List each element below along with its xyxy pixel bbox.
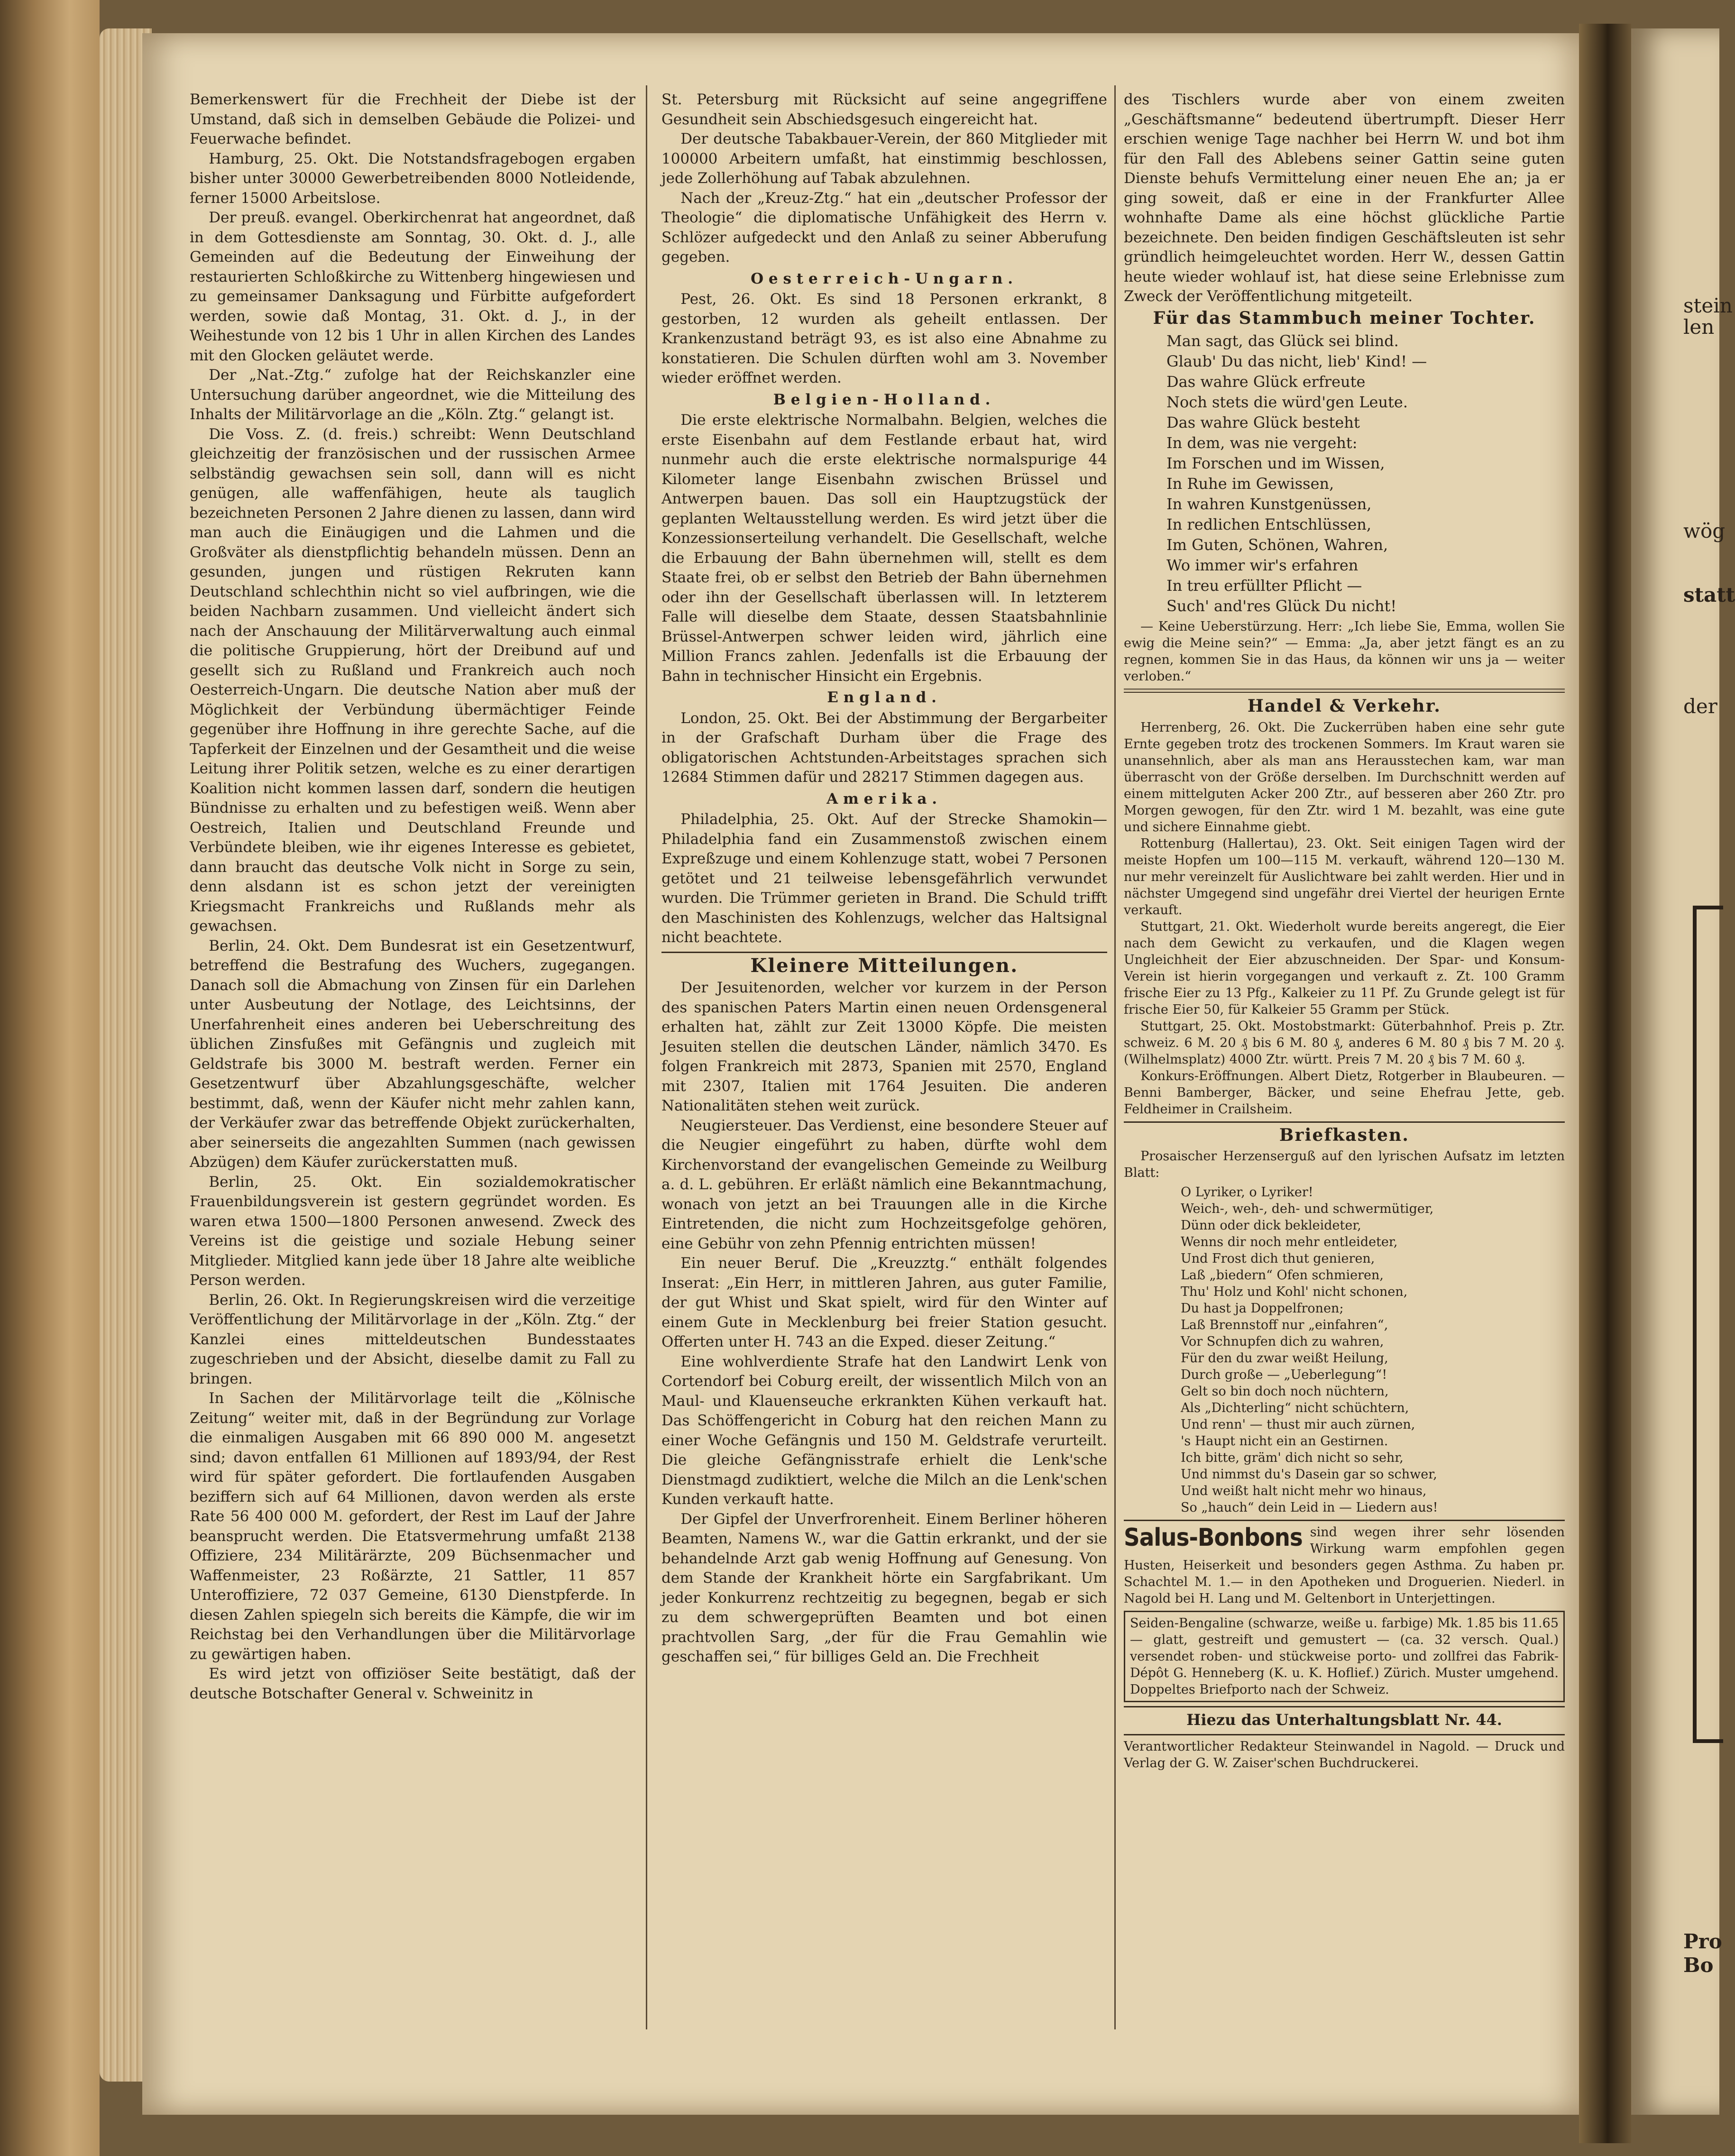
section-divider (1124, 1121, 1565, 1123)
poem-line: Noch stets die würd'gen Leute. (1166, 393, 1408, 411)
poem-line: In treu erfüllter Pflicht — (1166, 577, 1362, 595)
section-heading-briefkasten: Briefkasten. (1279, 1125, 1410, 1145)
market-report: Stuttgart, 21. Okt. Wiederholt wurde bereits angeregt, die Eier nach dem Gewicht zu verkaufen, und die Klagen wegen Ungleichheit der Eier abzuschneiden. Der Spar- und Konsum-Verein ist hierin vorgegangen und verkauft z. Zt. 100 Gramm frische Eier zu 13 Pfg., Kalkeier zu 11 Pf. Zu Grunde gelegt ist für frische Eier 50, für Kalkeier 55 Gramm per Stück. (1124, 919, 1565, 1017)
next-page-fragment: Pro (1683, 1930, 1722, 1953)
market-report: Konkurs-Eröffnungen. Albert Dietz, Rotgerber in Blaubeuren. — Benni Bamberger, Bäcker, und seine Ehefrau Jette, geb. Feldheimer in Crailsheim. (1124, 1068, 1565, 1117)
seiden-text: Seiden-Bengaline (schwarze, weiße u. farbige) Mk. 1.85 bis 11.65 — glatt, gestreift und gemustert — (ca. 32 versch. Qual.) versendet roben- und stückweise porto- und zollfrei das Fabrik-Dépôt G. Henneberg (K. u. K. Hoflief.) Zürich. Muster umgehend. Doppeltes Briefporto nach der Schweiz. (1130, 1616, 1559, 1697)
poem-line: Im Forschen und im Wissen, (1166, 454, 1385, 472)
briefkasten-intro: Prosaischer Herzenserguß auf den lyrischen Aufsatz im letzten Blatt: (1124, 1149, 1565, 1180)
article-paragraph: Die erste elektrische Normalbahn. Belgien, welches die erste Eisenbahn auf dem Festlande erbaut hat, wird nunmehr auch die erste elektrische normalspurige 44 Kilometer lange Eisenbahn zwischen Brüssel und Antwerpen bauen. Das soll ein Hauptzugstück der geplanten Weltausstellung werden. Es wird jetzt über die Konzessionserteilung verhandelt. Die Gesellschaft, welche die Erbauung der Bahn übernehmen will, stellt es dem Staate frei, ob er selbst den Betrieb der Bahn übernehmen oder ihn der Gesellschaft überlassen will. In letzterem Falle will dieselbe dem Staate, dessen Staatsbahnlinie Brüssel-Antwerpen schwer leiden wird, jährlich eine Million Francs zahlen. Jedenfalls ist die Erbauung der Bahn in technischer Hinsicht ein Ergebnis. (661, 412, 1107, 685)
section-heading-belgien: Belgien-Holland. (773, 391, 996, 408)
article-paragraph: Hamburg, 25. Okt. Die Notstandsfragebogen ergaben bisher unter 30000 Gewerbetreibenden 8000 Notleidende, ferner 15000 Arbeitslose. (190, 150, 635, 207)
poem-line: In wahren Kunstgenüssen, (1166, 495, 1372, 513)
poem (1166, 331, 1565, 616)
section-heading-oesterreich: Oesterreich-Ungarn. (751, 270, 1018, 287)
column-1 (190, 90, 635, 2029)
poem-line: Thu' Holz und Kohl' nicht schonen, (1181, 1284, 1408, 1299)
section-heading-handel: Handel & Verkehr. (1247, 696, 1441, 716)
section-divider (1124, 1706, 1565, 1707)
poem-line: Vor Schnupfen dich zu wahren, (1181, 1334, 1384, 1349)
poem-line: Durch große — „Ueberlegung“! (1181, 1367, 1387, 1382)
article-paragraph: London, 25. Okt. Bei der Abstimmung der Bergarbeiter in der Grafschaft Durham über die Frage des obligatorischen Achtstunden-Arbeitstages sprachen sich 12684 Stimmen dafür und 28217 Stimmen dagegen aus. (661, 709, 1107, 786)
next-page-ad-frame (1693, 906, 1723, 1743)
section-heading-kleinere-mitteilungen: Kleinere Mitteilungen. (750, 954, 1019, 977)
poem-line: Weich-, weh-, deh- und schwermütiger, (1181, 1202, 1434, 1216)
article-paragraph: St. Petersburg mit Rücksicht auf seine angegriffene Gesundheit sein Abschiedsgesuch eingereicht hat. (661, 91, 1107, 128)
article-paragraph: des Tischlers wurde aber von einem zweiten „Geschäftsmanne“ bedeutend übertrumpft. Dieser Herr erschien wenige Tage nachher bei Herrn W. und bot ihm für den Fall des Ablebens seiner Gattin seine guten Dienste behufs Vermittelung einer neuen Ehe an; ja er ging soweit, daß er eine in der Frankfurter Allee wohnhafte Dame als eine höchst glückliche Partie bezeichnete. Den beiden findigen Geschäftsleuten ist sehr gründlich heimgeleuchtet worden. Herr W., dessen Gattin heute wieder wohlauf ist, hat diese seine Erlebnisse zum Zweck der Veröffentlichung mitgeteilt. (1124, 91, 1565, 305)
market-report: Rottenburg (Hallertau), 23. Okt. Seit einigen Tagen wird der meiste Hopfen um 100—115 M. verkauft, während 120—130 M. nur mehr vereinzelt für Auslichtware bei zahlt werden. Hier und in nächster Umgegend sind ungefähr drei Viertel der heurigen Ernte verkauft. (1124, 836, 1565, 917)
briefkasten-poem (1181, 1184, 1565, 1516)
poem-line: In dem, was nie vergeht: (1166, 434, 1358, 452)
poem-line: Für den du zwar weißt Heilung, (1181, 1351, 1388, 1366)
poem-line: O Lyriker, o Lyriker! (1181, 1185, 1313, 1200)
poem-line: Ich bitte, gräm' dich nicht so sehr, (1181, 1450, 1404, 1465)
next-page-fragment: len (1683, 315, 1715, 339)
poem-line: Laß „biedern“ Ofen schmieren, (1181, 1268, 1384, 1283)
salus-title: Salus-Bonbons (1124, 1523, 1303, 1552)
section-divider (1124, 1734, 1565, 1735)
article-paragraph: Die Voss. Z. (d. freis.) schreibt: Wenn Deutschland gleichzeitig der französischen und der russischen Armee selbständig gewachsen sein soll, dann will es nicht genügen, alle waffenfähigen, heute als tauglich bezeichneten Personen 2 Jahre dienen zu lassen, dann wird man auch die Einäugigen und die Lahmen und die Großväter als dienstpflichtig behandeln müssen. Denn an gesunden, jungen und rüstigen Rekruten kann Deutschland schlechthin nicht so viel aufbringen, wie die beiden Nachbarn zusammen. Und vielleicht ändert sich nach der Anschauung der Militärverwaltung auch einmal die politische Gruppierung, hört der Dreibund auf und gesellt sich zu Rußland und Frankreich auch noch Oesterreich-Ungarn. Die deutsche Nation aber muß der Möglichkeit der Verbündung übermächtiger Feinde gegenüber ihre Hoffnung in ihre gerechte Sache, auf die Tapferkeit der Einzelnen und der Gesamtheit und die weise Leitung ihrer Politik setzen, welche es zu einer derartigen Koalition nicht kommen lassen darf, sondern die heutigen Bündnisse zu erhalten und zu befestigen weiß. Wenn aber Oestreich, Italien und Deutschland Freunde und Verbündete bleiben, wie ihr eigenes Interesse es gebietet, dann braucht das deutsche Volk nicht in Sorge zu sein, denn alsdann ist es schon jetzt der vereinigten Kriegsmacht Frankreichs und Rußlands mehr als gewachsen. (190, 425, 635, 935)
poem-line: Laß Brennstoff nur „einfahren“, (1181, 1318, 1388, 1332)
next-page-fragment: der (1683, 695, 1717, 718)
book-binding (0, 0, 100, 2156)
article-paragraph: Nach der „Kreuz-Ztg.“ hat ein „deutscher Professor der Theologie“ die diplomatische Unfähigkeit des Herrn v. Schlözer aufgedeckt und den Anlaß zu seiner Abberufung gegeben. (661, 189, 1107, 266)
poem-line: Dünn oder dick bekleideter, (1181, 1218, 1361, 1233)
next-page-fragment: Bo (1683, 1954, 1714, 1977)
section-heading-england: England. (827, 689, 942, 706)
article-paragraph: Berlin, 25. Okt. Ein sozialdemokratischer Frauenbildungsverein ist gestern gegründet worden. Es waren etwa 1500—1800 Personen anwesend. Zweck des Vereins ist die geistige und soziale Hebung seiner Mitglieder. Mitglied kann jede über 18 Jahre alte weibliche Person werden. (190, 1173, 635, 1289)
market-report: Herrenberg, 26. Okt. Die Zuckerrüben haben eine sehr gute Ernte gegeben trotz des trockenen Sommers. Im Kraut waren sie unansehnlich, aber als man ans Herausstechen kam, war man überrascht von der Größe derselben. Im Durchschnitt werden auf einem mittelguten Acker 200 Ztr., auf besseren aber 260 Ztr. pro Morgen gewogen, für den Ztr. wird 1 M. bezahlt, was eine gute und sichere Einnahme giebt. (1124, 720, 1565, 835)
next-page-fragment: stein (1683, 294, 1733, 317)
article-paragraph: Berlin, 26. Okt. In Regierungskreisen wird die verzeitige Veröffentlichung der Militärvorlage in der „Köln. Ztg.“ der Kanzlei eines mitteldeutschen Bundesstaates zugeschrieben und der Absicht, dieselbe damit zu Fall zu bringen. (190, 1291, 635, 1387)
supplement-note: Hiezu das Unterhaltungsblatt Nr. 44. (1186, 1711, 1502, 1729)
poem-line: Man sagt, das Glück sei blind. (1166, 332, 1399, 350)
poem-line: Such' and'res Glück Du nicht! (1166, 597, 1397, 615)
next-page-fragment: wög (1683, 519, 1726, 542)
article-paragraph: Philadelphia, 25. Okt. Auf der Strecke Shamokin—Philadelphia fand ein Zusammenstoß zwischen einem Expreßzuge und einem Kohlenzuge statt, wobei 7 Personen getötet und 21 teilweise lebensgefährlich verwundet wurden. Die Trümmer gerieten in Brand. Die Schuld trifft den Maschinisten des Kohlenzugs, welcher das Haltsignal nicht beachtete. (661, 811, 1107, 946)
article-paragraph: Es wird jetzt von offiziöser Seite bestätigt, daß der deutsche Botschafter General v. Schweinitz in (190, 1665, 635, 1702)
poem-line: 's Haupt nicht ein an Gestirnen. (1181, 1434, 1388, 1449)
section-divider (661, 952, 1107, 953)
next-page-edge (1631, 28, 1735, 2115)
article-paragraph: Ein neuer Beruf. Die „Kreuzztg.“ enthält folgendes Inserat: „Ein Herr, in mittleren Jahren, aus guter Familie, der gut Whist und Skat spielt, wird für den Winter auf einem Gute in Mecklenburg bei freier Station gesucht. Offerten unter H. 743 an die Exped. dieser Zeitung.“ (661, 1255, 1107, 1350)
section-divider (1124, 688, 1565, 693)
column-rule (646, 85, 647, 2029)
next-page-fragment: statt (1683, 583, 1735, 606)
poem-line: Das wahre Glück besteht (1166, 413, 1360, 431)
imprint: Verantwortlicher Redakteur Steinwandel in Nagold. — Druck und Verlag der G. W. Zaiser'schen Buchdruckerei. (1124, 1739, 1565, 1771)
article-paragraph: Der deutsche Tabakbauer-Verein, der 860 Mitglieder mit 100000 Arbeitern umfaßt, hat einstimmig beschlossen, jede Zollerhöhung auf Tabak abzulehnen. (661, 130, 1107, 187)
poem-line: Im Guten, Schönen, Wahren, (1166, 536, 1388, 554)
article-paragraph: Neugiersteuer. Das Verdienst, eine besondere Steuer auf die Neugier eingeführt zu haben, dürfte wohl dem Kirchenvorstand der evangelischen Gemeinde zu Weilburg a. d. L. gebühren. Er erläßt nämlich eine Bekanntmachung, wonach von jetzt an bei Trauungen alle in die Kirche Eintretenden, die nicht zum Hochzeitsgefolge gehören, eine Gebühr von zehn Pfennig entrichten müssen! (661, 1117, 1107, 1252)
article-paragraph: Eine wohlverdiente Strafe hat den Landwirt Lenk von Cortendorf bei Coburg ereilt, der wissentlich Milch von an Maul- und Klauenseuche erkrankten Kühen verkauft hat. Das Schöffengericht in Coburg hat den reichen Mann zu einer Woche Gefängnis und 150 M. Geldstrafe verurteilt. Die gleiche Gefängnisstrafe erhielt die Lenk'sche Dienstmagd zudiktiert, welche die Milch an die Lenk'schen Kunden verkauft hatte. (661, 1353, 1107, 1508)
poem-line: Wenns dir noch mehr entleideter, (1181, 1235, 1398, 1249)
poem-title: Für das Stammbuch meiner Tochter. (1153, 308, 1536, 328)
market-report: Stuttgart, 25. Okt. Mostobstmarkt: Güterbahnhof. Preis p. Ztr. schweiz. 6 M. 20 ₰ bis 6 M. 80 ₰, anderes 6 M. 80 ₰ bis 7 M. 20 ₰. (Wilhelmsplatz) 4000 Ztr. württ. Preis 7 M. 20 ₰ bis 7 M. 60 ₰. (1124, 1018, 1565, 1067)
poem-line: So „hauch“ dein Leid in — Liedern aus! (1181, 1500, 1438, 1515)
section-heading-amerika: Amerika. (826, 790, 942, 807)
poem-line: Und weißt halt nicht mehr wo hinaus, (1181, 1484, 1427, 1498)
poem-line: Das wahre Glück erfreute (1166, 373, 1366, 391)
poem-line: Gelt so bin doch noch nüchtern, (1181, 1384, 1389, 1399)
column-3 (1124, 90, 1565, 2010)
article-paragraph: Der preuß. evangel. Oberkirchenrat hat angeordnet, daß in dem Gottesdienste am Sonntag, 30. Okt. d. J., alle Gemeinden auf die Bedeutung der Einweihung der restaurierten Schloßkirche zu Wittenberg hingewiesen und zu gemeinsamer Danksagung und Fürbitte aufgefordert werden, sowie daß Montag, 31. Okt. d. J., in der Weihestunde von 12 bis 1 Uhr in allen Kirchen des Landes mit den Glocken geläutet werde. (190, 209, 635, 364)
article-paragraph: Berlin, 24. Okt. Dem Bundesrat ist ein Gesetzentwurf, betreffend die Bestrafung des Wuchers, zugegangen. Danach soll die Abmachung von Zinsen für ein Darlehen unter Ausbeutung der Notlage, des Leichtsinns, der Unerfahrenheit eines anderen bei Ueberschreitung des üblichen Zinsfußes mit Gefängnis und zugleich mit Geldstrafe bis 3000 M. bestraft werden. Ferner ein Gesetzentwurf über Abzahlungsgeschäfte, welcher bestimmt, daß, wenn der Käufer nicht mehr zahlen kann, der Verkäufer zwar das betreffende Objekt zurückerhalten, aber seinerseits die angezahlten Summen (nach gewissen Abzügen) dem Käufer zurückerstatten muß. (190, 937, 635, 1171)
poem-line: Glaub' Du das nicht, lieb' Kind! — (1166, 352, 1427, 370)
article-paragraph: Der „Nat.-Ztg.“ zufolge hat der Reichskanzler eine Untersuchung darüber angeordnet, wie die Mitteilung des Inhalts der Militärvorlage an die „Köln. Ztg.“ gelangt ist. (190, 367, 635, 423)
poem-line: Du hast ja Doppelfronen; (1181, 1301, 1344, 1316)
article-paragraph: In Sachen der Militärvorlage teilt die „Kölnische Zeitung“ weiter mit, daß in der Begründung zur Vorlage die einmaligen Ausgaben mit 66 890 000 M. angesetzt sind; davon entfallen 61 Millionen auf 1893/94, der Rest wird für später gefordert. Die fortlaufenden Ausgaben beziffern sich auf 64 Millionen, davon werden als erste Rate 56 400 000 M. gefordert, der Rest im Lauf der Jahre beansprucht werden. Die Etatsvermehrung umfaßt 2138 Offiziere, 234 Militärärzte, 209 Büchsenmacher und Waffenmeister, 23 Roßärzte, 21 Sattler, 11 857 Unteroffiziere, 72 037 Gemeine, 6130 Dienstpferde. In diesen Zahlen spiegeln sich bereits die Kämpfe, die wir im Reichstag bei den Verhandlungen über die Militärvorlage zu gewärtigen haben. (190, 1390, 635, 1663)
column-rule (1114, 85, 1116, 2029)
poem-line: Und nimmst du's Dasein gar so schwer, (1181, 1467, 1437, 1482)
article-paragraph: Der Jesuitenorden, welcher vor kurzem in der Person des spanischen Paters Martin einen neuen Ordensgeneral erhalten hat, zählt zur Zeit 13000 Köpfe. Die meisten Jesuiten stellen die deutschen Länder, nämlich 3470. Es folgen Frankreich mit 2873, Spanien mit 2570, England mit 2307, Italien mit 1764 Jesuiten. Die anderen Nationalitäten stehen weit zurück. (661, 979, 1107, 1114)
article-paragraph: Pest, 26. Okt. Es sind 18 Personen erkrankt, 8 gestorben, 12 wurden als geheilt entlassen. Der Krankenzustand beträgt 93, es ist also eine Abnahme zu konstatieren. Die Schulen dürften wohl am 3. November wieder eröffnet werden. (661, 291, 1107, 386)
seiden-advertisement (1124, 1611, 1565, 1702)
anecdote: — Keine Ueberstürzung. Herr: „Ich liebe Sie, Emma, wollen Sie ewig die Meine sein?“ — Emma: „Ja, aber jetzt fängt es an zu regnen, kommen Sie in das Haus, da können wir uns ja — weiter verloben.“ (1124, 619, 1565, 684)
salus-text: sind wegen ihrer sehr lösenden Wirkung warm empfohlen gegen Husten, Heiserkeit und besonders gegen Asthma. Zu haben pr. Schachtel M. 1.— in den Apotheken und Droguerien. Niederl. in Nagold bei H. Lang und M. Geltenbort in Unterjettingen. (1124, 1525, 1565, 1606)
section-divider (1124, 1520, 1565, 1521)
book-gutter (1579, 24, 1631, 2143)
poem-line: Und Frost dich thut genieren, (1181, 1251, 1375, 1266)
article-paragraph: Bemerkenswert für die Frechheit der Diebe ist der Umstand, daß sich in demselben Gebäude die Polizei- und Feuerwache befindet. (190, 91, 635, 147)
poem-line: Als „Dichterling“ nicht schüchtern, (1181, 1401, 1409, 1415)
salus-advertisement (1124, 1524, 1565, 1607)
poem-line: Wo immer wir's erfahren (1166, 556, 1359, 574)
column-2 (661, 90, 1107, 2029)
article-paragraph: Der Gipfel der Unverfrorenheit. Einem Berliner höheren Beamten, Namens W., war die Gattin erkrankt, und der sie behandelnde Arzt gab wenig Hoffnung auf Genesung. Von dem Stande der Krankheit hörte ein Sargfabrikant. Um jeder Konkurrenz rechtzeitig zu begegnen, begab er sich zu dem schwergeprüften Beamten und bot einen prachtvollen Sarg, „der für die Frau Gemahlin wie geschaffen sei,“ für billiges Geld an. Die Frechheit (661, 1510, 1107, 1665)
poem-line: Und renn' — thust mir auch zürnen, (1181, 1417, 1415, 1432)
poem-line: In Ruhe im Gewissen, (1166, 475, 1334, 493)
poem-line: In redlichen Entschlüssen, (1166, 515, 1372, 533)
